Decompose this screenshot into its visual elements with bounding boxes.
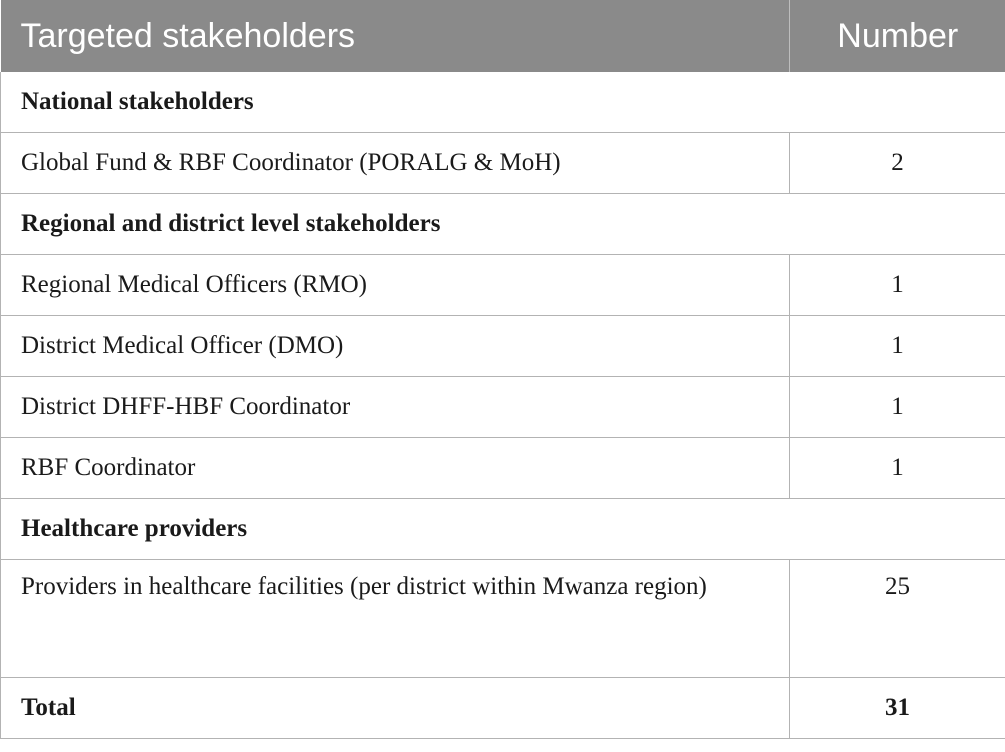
header-row [1,0,1005,72]
table-body [1,72,1005,739]
row-label: District DHFF-HBF Coordinator [1,377,790,438]
row-label: RBF Coordinator [1,438,790,499]
section-title: Healthcare providers [1,499,1005,560]
table-row [1,438,1005,499]
section-row-healthcare-providers [1,499,1005,560]
row-value: 1 [790,377,1005,438]
section-row-regional-district [1,194,1005,255]
row-value: 25 [790,560,1005,678]
total-row [1,678,1005,739]
table-row [1,133,1005,194]
row-value: 2 [790,133,1005,194]
total-label: Total [1,678,790,739]
section-row-national [1,72,1005,133]
table-row [1,316,1005,377]
section-title: National stakeholders [1,72,1005,133]
table-row [1,377,1005,438]
row-label: Regional Medical Officers (RMO) [1,255,790,316]
table-row [1,560,1005,678]
row-label: Providers in healthcare facilities (per district within Mwanza region) [1,560,790,678]
total-value: 31 [790,678,1005,739]
row-value: 1 [790,316,1005,377]
section-title: Regional and district level stakeholders [1,194,1005,255]
row-label: District Medical Officer (DMO) [1,316,790,377]
row-value: 1 [790,438,1005,499]
table-row [1,255,1005,316]
row-label: Global Fund & RBF Coordinator (PORALG & MoH) [1,133,790,194]
header-number: Number [790,0,1005,72]
table-header [1,0,1005,72]
header-targeted-stakeholders: Targeted stakeholders [1,0,790,72]
row-value: 1 [790,255,1005,316]
